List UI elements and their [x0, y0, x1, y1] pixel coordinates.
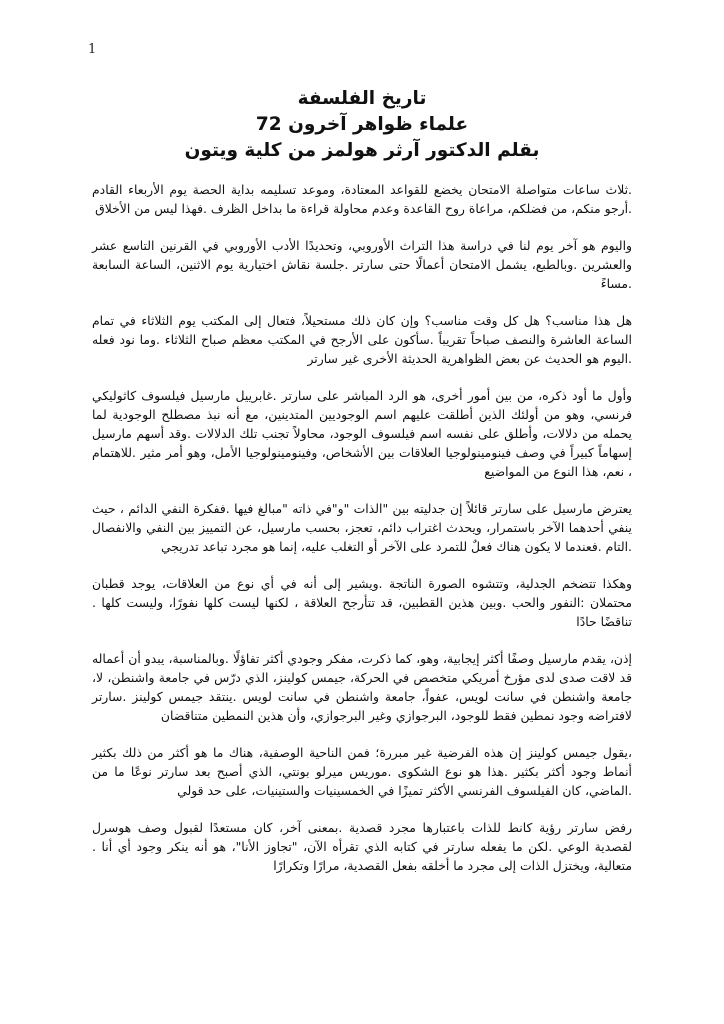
author-line: بقلم الدكتور آرثر هولمز من كلية ويتون — [184, 140, 540, 161]
paragraph: واليوم هو آخر يوم لنا في دراسة هذا التراث الأوروبي، وتحديدًا الأدب الأوروبي في القرنين التاسع عشر والعشرين .وبالطبع، يشمل الامتحان أعمالًا حتى سارتر .جلسة نقاش اختيارية يوم الاثنين، الساعة السابعة .مساءً — [92, 238, 632, 291]
paragraph: رفض سارتر رؤية كانط للذات باعتبارها مجرد قصدية .بمعنى آخر، كان مستعدًا لقبول وصف هوسرل لقصدية الوعي .لكن ما يفعله سارتر في كتابه الذي تقرأه الآن، "تجاوز الأنا"، هو أنه ينكر وجود أي أنا . متعالية، ويختزل الذات إلى مجرد ما أخلقه بفعل القصدية، مرارًا وتكرارًا — [92, 820, 632, 873]
paragraph: هل هذا مناسب؟ هل كل وقت مناسب؟ وإن كان ذلك مستحيلاً، فتعال إلى المكتب يوم الثلاثاء في تمام الساعة العاشرة والنصف صباحاً تقريباً .سأكون على الأرجح في المكتب معظم صباح الثلاثاء .وما نود فعله .اليوم هو الحديث عن بعض الظواهرية الحديثة الأخرى غير سارتر — [92, 313, 632, 366]
paragraph: يعترض مارسيل على سارتر قائلاً إن جدليته بين "الذات "و"في ذاته "مبالغ فيها .ففكرة النفي الدائم ، حيث ينفي أحدهما الآخر باستمرار، ويحدث اغتراب دائم، تعجز، بحسب مارسيل، عن التمييز بين النفي والانفصال .التام .فعندما لا يكون هناك فعلٌ للتمرد على الآخر أو التغلب عليه، إنما هو مجرد تباعد تدريجي — [92, 501, 632, 554]
title-block — [120, 86, 604, 164]
paragraph: إذن، يقدم مارسيل وصفًا أكثر إيجابية، وهو، كما ذكرت، مفكر وجودي أكثر تفاؤلًا .وبالمناسبة، يبدو أن أعماله قد لاقت صدى لدى مؤرخ أمريكي متخصص في الحركة، جيمس كولينز، الذي درّس في جامعة واشنطن، لا، جامعة واشنطن في سانت لويس، عفواً، جامعة واشنطن في سانت لويس .ينتقد جيمس كولينز .سارتر لافتراضه وجود نمطين فقط للوجود، البرجوازي وغير البرجوازي، وأن هذين النمطين متناقضان — [92, 651, 632, 723]
page-number: 1 — [88, 42, 97, 57]
body-text — [92, 180, 632, 893]
document-title: تاريخ الفلسفة — [297, 88, 427, 109]
paragraph: وهكذا تتضخم الجدلية، وتتشوه الصورة الناتجة .ويشير إلى أنه في أي نوع من العلاقات، يوجد قطبان محتملان :النفور والحب .وبين هذين القطبين، قد تتأرجح العلاقة ، لكنها ليست كلها نفورًا، وليست كلها . تناقضًا حادًا — [92, 576, 632, 629]
paragraph: .ثلاث ساعات متواصلة الامتحان يخضع للقواعد المعتادة، وموعد تسليمه بداية الحصة يوم الأربعاء القادم .أرجو منكم، من فضلكم، مراعاة روح القاعدة وعدم محاولة قراءة ما بداخل الظرف .فهذا ليس من الأخلاق — [92, 182, 632, 216]
paragraph: وأول ما أود ذكره، من بين أمور أخرى، هو الرد المباشر على سارتر .غابرييل مارسيل فيلسوف كاثوليكي فرنسي، وهو من أولئك الذين أطلقت عليهم اسم الوجوديين المتدينين، مع أنه نبذ مصطلح الوجودية لما يحمله من دلالات، وأطلق على نفسه اسم فيلسوف الوجود، محاولاً تجنب تلك الدلالات .وقد أسهم مارسيل إسهاماً كبيراً في وصف فينومينولوجيا العلاقات بين الأشخاص، وفينومينولوجيا الأمل، وهو أمر مثير .للاهتمام ، نعم، هذا النوع من المواضيع — [92, 388, 632, 479]
paragraph: ،يقول جيمس كولينز إن هذه الفرضية غير مبررة؛ فمن الناحية الوصفية، هناك ما هو أكثر من ذلك بكثير أنماط وجود أكثر بكثير .هذا هو نوع الشكوى .موريس ميرلو بونتي، الذي أصبح بعد سارتر نوعًا ما من .الماضي، كان الفيلسوف الفرنسي الأكثر تميزًا في الخمسينيات والستينيات، على حد قولي — [92, 745, 632, 798]
lecture-title: علماء ظواهر آخرون 72 — [255, 114, 469, 135]
